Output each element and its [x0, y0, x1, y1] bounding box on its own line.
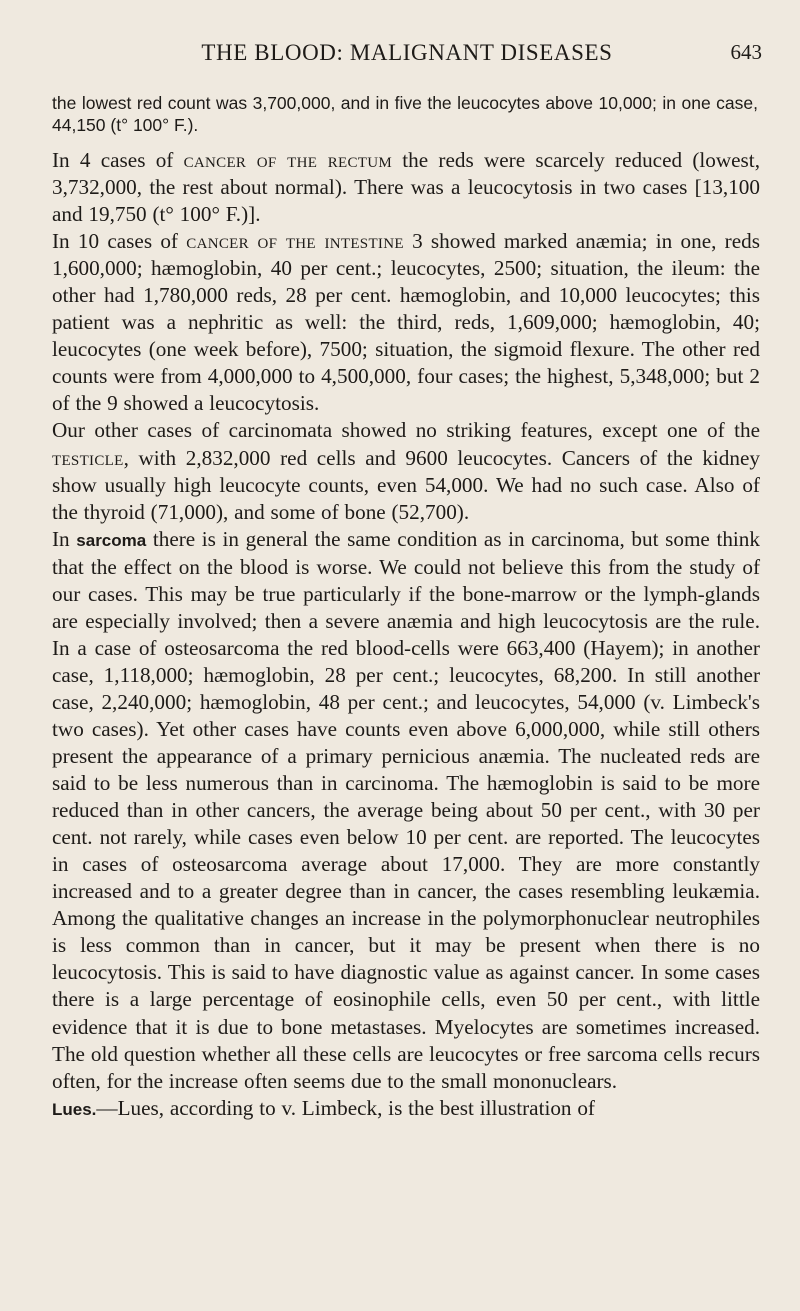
paragraph-lead: In 10 cases of	[52, 229, 187, 254]
body-text	[52, 147, 760, 1123]
paragraph-text: —Lues, according to v. Limbeck, is the best illustration of	[96, 1095, 595, 1120]
paragraph-rectum	[52, 147, 760, 228]
paragraph-text: the reds were scarcely reduced (lowest, 3,732,000, the rest about normal). There was a leucocytosis in two cases [13,100 and 19,750 (t° 100° F.)].	[52, 148, 760, 227]
paragraph-lues	[52, 1095, 760, 1123]
topic-cancer-of-the-intestine: cancer of the intestine	[186, 229, 404, 254]
topic-lues: Lues.	[52, 1099, 97, 1119]
paragraph-lead: In 4 cases of	[52, 148, 184, 172]
paragraph-lead: Our other cases of carcinomata showed no striking features, except one of the	[52, 418, 760, 443]
paragraph-intestine	[52, 228, 760, 417]
paragraph-lead: In	[52, 526, 77, 551]
paragraph-text: there is in general the same condition as in carcinoma, but some think that the effect on the blood is worse. We could not believe this from the study of our cases. This may be true particularly if the bone-marrow or the lymph-glands are especially involved; then a severe anæmia and high leucocytosis are the rule. In a case of osteosarcoma the red blood-cells were 663,400 (Hayem); in another case, 1,118,000; hæmoglobin, 28 per cent.; leucocytes, 68,200. In still another case, 2,240,000; hæmoglobin, 48 per cent.; and leucocytes, 54,000 (v. Limbeck's two cases). Yet other cases have counts even above 6,000,000, while still others present the appearance of a primary pernicious anæmia. The nucleated reds are said to be less numerous than in carcinoma. The hæmoglobin is said to be more reduced than in other cancers, the average being about 50 per cent., with 30 per cent. not rarely, while cases even below 10 per cent. are reported. The leucocytes in cases of osteosarcoma average about 17,000. They are more constantly increased and to a greater degree than in cancer, the cases resembling leukæmia. Among the qualitative changes an increase in the polymorphonuclear neutrophiles is less common than in cancer, but it may be present when there is no leucocytosis. This is said to have diagnostic value as against cancer. In some cases there is a large percentage of eosinophile cells, even 50 per cent., with little evidence that it is due to bone metastases. Myelocytes are sometimes increased. The old question whether all these cells are leucocytes or free sarcoma cells recurs often, for the increase often seems due to the small mononuclears.	[52, 526, 760, 1093]
page-number: 643	[730, 40, 762, 64]
running-title: THE BLOOD: MALIGNANT DISEASES	[201, 40, 613, 65]
intro-paragraph-container	[52, 92, 758, 136]
intro-paragraph: the lowest red count was 3,700,000, and in five the leucocytes above 10,000; in one case, 44,150 (t° 100° F.).	[52, 93, 758, 135]
topic-cancer-of-the-rectum: cancer of the rectum	[183, 148, 393, 172]
paragraph-text: 3 showed marked anæmia; in one, reds 1,600,000; hæmoglobin, 40 per cent.; leucocytes, 2500; situation, the ileum: the other had 1,780,000 reds, 28 per cent. hæmoglobin, and 10,000 leucocytes; this patient was a nephritic as well: the third, reds, 1,609,000; hæmoglobin, 40; leucocytes (one week before), 7500; situation, the sigmoid flexure. The other red counts were from 4,000,000 to 4,500,000, four cases; the highest, 5,348,000; but 2 of the 9 showed a leucocytosis.	[52, 229, 760, 416]
paragraph-text: , with 2,832,000 red cells and 9600 leucocytes. Cancers of the kidney show usually high leucocyte counts, even 54,000. We had no such case. Also of the thyroid (71,000), and some of bone (52,700).	[52, 445, 760, 524]
topic-testicle: testicle	[52, 445, 124, 470]
paragraph-sarcoma	[52, 526, 760, 1095]
paragraph-testicle	[52, 417, 760, 525]
running-head	[52, 40, 762, 74]
topic-sarcoma: sarcoma	[76, 530, 147, 550]
